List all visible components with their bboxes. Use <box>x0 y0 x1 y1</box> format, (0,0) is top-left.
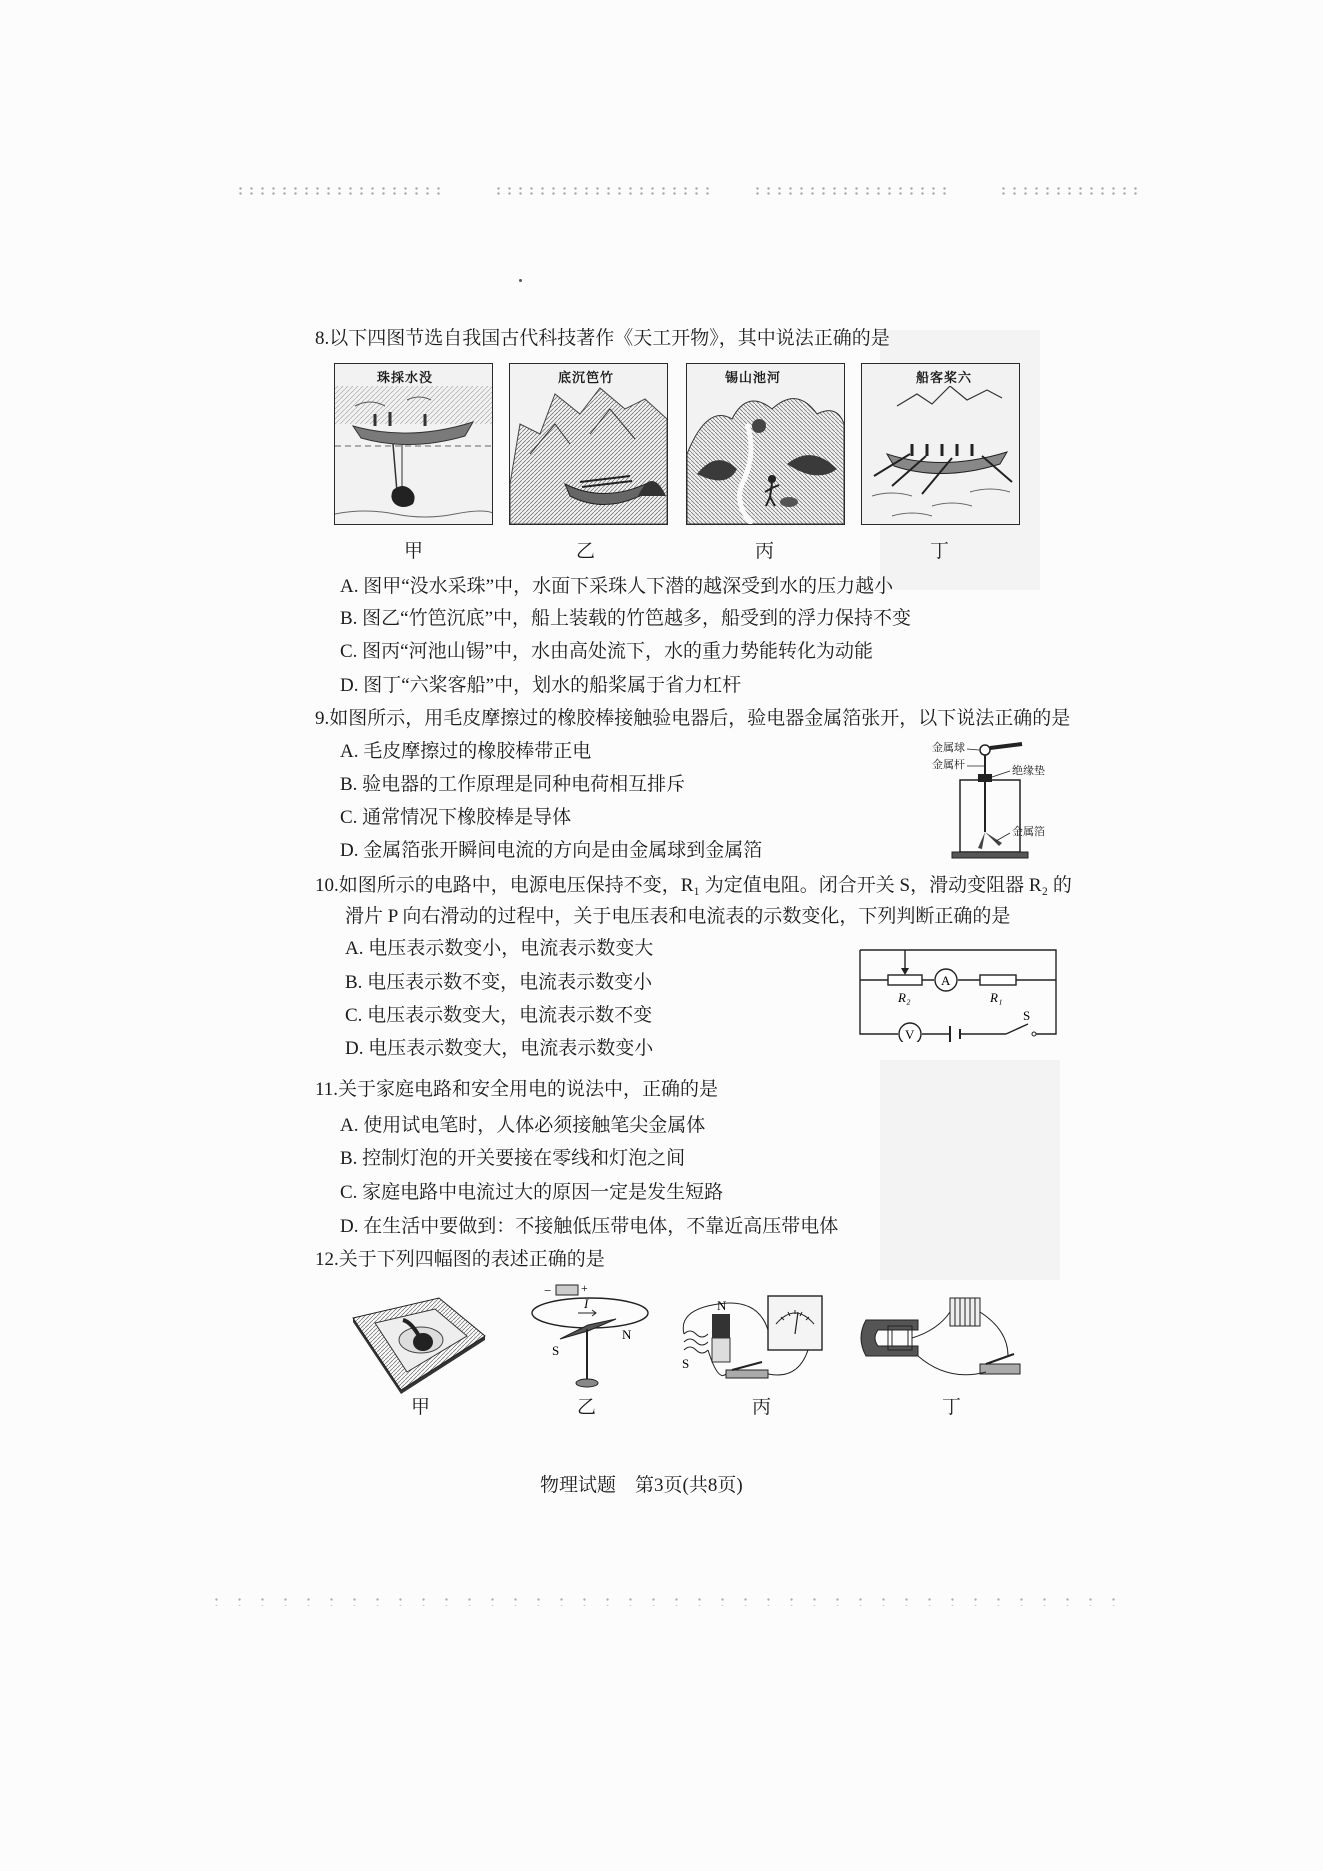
diver <box>391 486 414 507</box>
q8-figure-jia <box>334 363 493 525</box>
spoon-bowl <box>413 1333 433 1351</box>
q8-figure-ding <box>861 363 1020 525</box>
pearl-diving-illustration <box>335 364 492 524</box>
label-metal-foil: 金属箔 <box>1012 826 1045 838</box>
mountain-hatching <box>510 388 667 524</box>
switch-s <box>1006 1024 1028 1034</box>
q8-option-b: B. 图乙“竹笆沉底”中，船上装载的竹笆越多，船受到的浮力保持不变 <box>340 608 912 629</box>
needle-north: N <box>622 1327 632 1342</box>
q9-option-c: C. 通常情况下橡胶棒是导体 <box>340 807 572 828</box>
slider-arrowhead <box>901 968 909 975</box>
q8-label-yi: 乙 <box>576 541 596 562</box>
q10-option-c: C. 电压表示数变大，电流表示数不变 <box>345 1005 653 1026</box>
q10-stem-line1: 10.如图所示的电路中，电源电压保持不变，R₁ 为定值电阻。闭合开关 S，滑动变阻器 R₂ 的 <box>315 875 1072 896</box>
q12-figure-bing-induction <box>678 1290 834 1390</box>
rubber-rod <box>990 744 1022 748</box>
label-ammeter: A <box>941 973 951 988</box>
mountain-outline <box>897 386 1002 406</box>
bamboo-sinking-illustration <box>510 364 667 524</box>
galvanometer <box>768 1296 822 1350</box>
q9-option-d: D. 金属箔张开瞬间电流的方向是由金属球到金属箔 <box>340 840 763 861</box>
motor-switch-lever <box>986 1354 1014 1364</box>
label-leader-lines <box>967 749 1010 841</box>
q9-electroscope-figure <box>930 740 1055 862</box>
stand-base <box>576 1379 598 1387</box>
scan-dotted-band-top-1 <box>235 186 445 196</box>
battery-cell <box>556 1285 578 1295</box>
scan-dotted-band-top-3 <box>752 186 950 196</box>
sky-hatching <box>335 386 492 424</box>
page-footer: 物理试题 第3页(共8页) <box>540 1475 743 1496</box>
q8-label-jia: 甲 <box>404 541 424 562</box>
battery-minus: − <box>544 1283 552 1298</box>
worker-head <box>768 475 776 483</box>
q8-stem: 8.以下四图节选自我国古代科技著作《天工开物》，其中说法正确的是 <box>315 328 890 349</box>
q10-option-b: B. 电压表示数不变，电流表示数变小 <box>345 972 653 993</box>
q12-label-jia: 甲 <box>411 1397 431 1418</box>
electroscope-jar <box>960 780 1020 852</box>
needle-south: S <box>552 1343 560 1358</box>
q8-option-d: D. 图丁“六桨客船”中，划水的船桨属于省力杠杆 <box>340 675 742 696</box>
resistor-r1 <box>980 975 1016 985</box>
q8-figure-yi <box>509 363 668 525</box>
water-ripples <box>872 489 1010 516</box>
circuit-diagram <box>858 946 1058 1042</box>
q10-stem-line2: 滑片 P 向右滑动的过程中，关于电压表和电流表的示数变化，下列判断正确的是 <box>345 906 1011 927</box>
label-switch: S <box>1023 1008 1031 1023</box>
q11-stem: 11.关于家庭电路和安全用电的说法中，正确的是 <box>315 1079 719 1100</box>
horseshoe-magnet <box>861 1320 918 1356</box>
magnet-south: S <box>682 1356 690 1371</box>
q11-option-b: B. 控制灯泡的开关要接在零线和灯泡之间 <box>340 1148 686 1169</box>
q12-label-bing: 丙 <box>752 1397 772 1418</box>
q12-label-yi: 乙 <box>577 1397 597 1418</box>
q8-figure-bing-caption: 锡山池河 <box>723 367 783 386</box>
metal-foil-left <box>978 832 985 849</box>
current-label: I <box>584 1296 589 1311</box>
q8-label-ding: 丁 <box>930 541 950 562</box>
q9-option-a: A. 毛皮摩擦过的橡胶棒带正电 <box>340 741 592 762</box>
electromagnetic-induction-drawing <box>678 1290 834 1390</box>
q8-figure-bing <box>686 363 845 525</box>
seabed <box>335 511 492 517</box>
label-insulating-pad: 绝缘垫 <box>1012 765 1045 777</box>
basket-on-pole <box>752 419 766 433</box>
q11-option-d: D. 在生活中要做到：不接触低压带电体，不靠近高压带电体 <box>340 1216 839 1237</box>
q10-circuit-figure <box>858 946 1058 1042</box>
ore-basket <box>780 497 798 507</box>
q9-stem: 9.如图所示，用毛皮摩擦过的橡胶棒接触验电器后，验电器金属箔张开，以下说法正确的是 <box>315 708 1071 729</box>
q11-option-a: A. 使用试电笔时，人体必须接触笔尖金属体 <box>340 1115 706 1136</box>
q12-label-ding: 丁 <box>942 1397 962 1418</box>
electroscope-base <box>952 852 1028 858</box>
bar-magnet-s <box>712 1338 730 1362</box>
rotating-coil <box>888 1326 912 1350</box>
q12-figure-yi-oersted <box>526 1283 654 1393</box>
sinan-compass-drawing <box>349 1296 489 1396</box>
switch-lever <box>732 1362 762 1370</box>
conductor-coil <box>684 1331 708 1353</box>
tin-mining-illustration <box>687 364 844 524</box>
electric-motor-drawing <box>858 1290 1024 1390</box>
metal-ball <box>980 745 990 755</box>
rowing-boat-illustration <box>862 364 1019 524</box>
q8-figure-yi-caption: 底沉笆竹 <box>556 367 616 386</box>
label-metal-rod: 金属杆 <box>932 759 965 771</box>
scan-speck <box>519 279 522 282</box>
q8-option-a: A. 图甲“没水采珠”中，水面下采珠人下潜的越深受到水的压力越小 <box>340 576 894 597</box>
q8-label-bing: 丙 <box>755 541 775 562</box>
q12-figure-jia-compass <box>349 1296 489 1396</box>
battery <box>950 1026 960 1042</box>
rowers <box>912 444 972 456</box>
resistor-r2 <box>888 975 922 985</box>
bleed-through-shade-2 <box>880 1060 1060 1280</box>
q10-option-d: D. 电压表示数变大，电流表示数变小 <box>345 1038 654 1059</box>
oersted-experiment-drawing <box>526 1283 654 1393</box>
q8-figure-jia-caption: 珠採水没 <box>375 367 435 386</box>
label-r2: R₂ <box>898 990 911 1005</box>
battery-plus: + <box>581 1283 588 1295</box>
q12-figure-ding-motor <box>858 1290 1024 1390</box>
switch-contact <box>1032 1032 1036 1036</box>
q8-figure-ding-caption: 船客桨六 <box>914 367 974 386</box>
q9-option-b: B. 验电器的工作原理是同种电荷相互排斥 <box>340 774 686 795</box>
pearl-boat <box>353 422 473 445</box>
scan-dotted-band-bottom <box>205 1596 1130 1606</box>
diver-rope <box>393 444 397 492</box>
label-voltmeter: V <box>905 1027 915 1042</box>
q11-option-c: C. 家庭电路中电流过大的原因一定是发生短路 <box>340 1182 724 1203</box>
scan-dotted-band-top-2 <box>493 186 710 196</box>
switch-base <box>726 1370 768 1378</box>
bar-magnet-n <box>712 1314 730 1338</box>
q8-option-c: C. 图丙“河池山锡”中，水由高处流下，水的重力势能转化为动能 <box>340 641 874 662</box>
q10-option-a: A. 电压表示数变小，电流表示数变大 <box>345 938 654 959</box>
label-metal-ball: 金属球 <box>932 742 965 754</box>
magnet-north: N <box>717 1298 727 1313</box>
scan-dotted-band-top-4 <box>998 186 1137 196</box>
q12-stem: 12.关于下列四幅图的表述正确的是 <box>315 1249 605 1270</box>
label-r1: R₁ <box>990 990 1003 1005</box>
